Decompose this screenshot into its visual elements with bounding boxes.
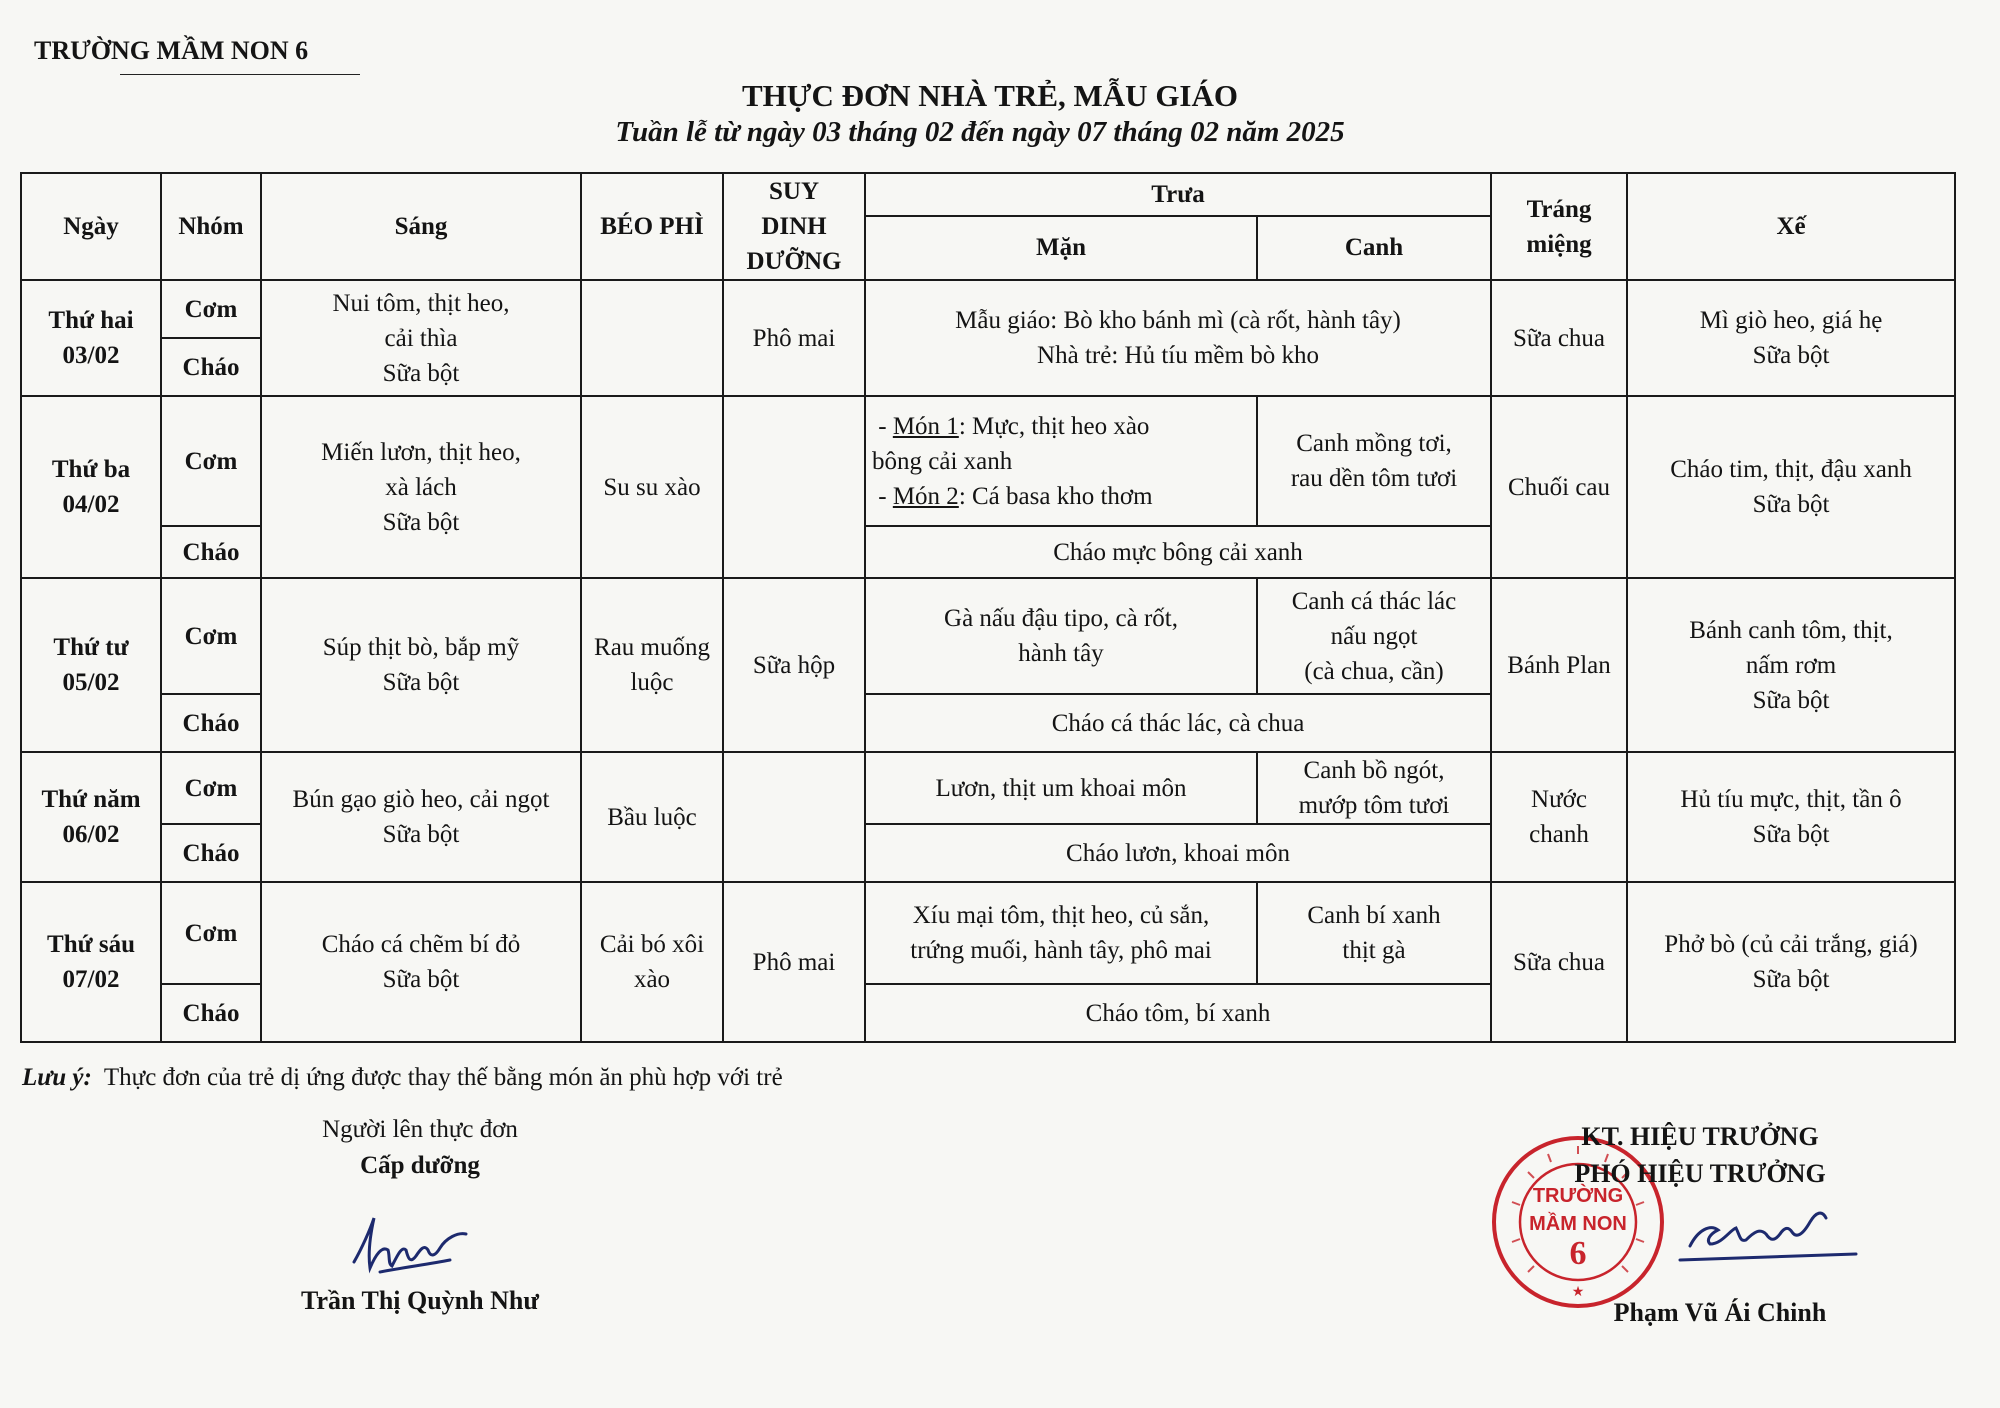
stamp-number: 6: [1569, 1235, 1587, 1272]
col-header-nhom: Nhóm: [161, 173, 261, 280]
chao-cell: Cháo lươn, khoai môn: [865, 824, 1491, 882]
sang-cell: Nui tôm, thịt heo, cải thìa Sữa bột: [261, 280, 581, 396]
group-com: Cơm: [161, 396, 261, 526]
trang-mieng-cell: Bánh Plan: [1491, 578, 1627, 752]
suy-dd-cell: [723, 752, 865, 882]
beo-phi-cell: Rau muống luộc: [581, 578, 723, 752]
man-cell: Gà nấu đậu tipo, cà rốt, hành tây: [865, 578, 1257, 694]
suy-dd-cell: [723, 396, 865, 578]
principal-line1: KT. HIỆU TRƯỞNG: [1581, 1122, 1819, 1151]
sang-cell: Cháo cá chẽm bí đỏ Sữa bột: [261, 882, 581, 1042]
col-header-ngay: Ngày: [21, 173, 161, 280]
sang-cell: Súp thịt bò, bắp mỹ Sữa bột: [261, 578, 581, 752]
trua-cell: Mẫu giáo: Bò kho bánh mì (cà rốt, hành tây) Nhà trẻ: Hủ tíu mềm bò kho: [865, 280, 1491, 396]
sang-cell: Bún gạo giò heo, cải ngọt Sữa bột: [261, 752, 581, 882]
col-header-beo-phi: BÉO PHÌ: [581, 173, 723, 280]
col-header-sang: Sáng: [261, 173, 581, 280]
xe-cell: Hủ tíu mực, thịt, tần ô Sữa bột: [1627, 752, 1955, 882]
group-com: Cơm: [161, 578, 261, 694]
xe-cell: Mì giò heo, giá hẹ Sữa bột: [1627, 280, 1955, 396]
group-chao: Cháo: [161, 694, 261, 752]
day-cell: Thứ năm 06/02: [21, 752, 161, 882]
trang-mieng-cell: Sữa chua: [1491, 882, 1627, 1042]
col-header-trang-mieng: Tráng miệng: [1491, 173, 1627, 280]
group-chao: Cháo: [161, 824, 261, 882]
table-row: [21, 280, 1955, 338]
mon2-label: Món 2: [892, 482, 959, 510]
man-cell: - Món 1: Mực, thịt heo xào bông cải xanh - Món 2: Cá basa kho thơm: [865, 396, 1257, 526]
suy-dd-cell: Sữa hộp: [723, 578, 865, 752]
day-cell: Thứ tư 05/02: [21, 578, 161, 752]
beo-phi-cell: [581, 280, 723, 396]
col-header-man: Mặn: [865, 216, 1257, 280]
school-name-underline: [120, 74, 360, 75]
stamp-text-2: MẦM NON: [1529, 1213, 1627, 1235]
xe-cell: Cháo tim, thịt, đậu xanh Sữa bột: [1627, 396, 1955, 578]
preparer-role: Cấp dưỡng: [360, 1152, 480, 1179]
canh-cell: Canh bí xanh thịt gà: [1257, 882, 1491, 984]
chao-cell: Cháo mực bông cải xanh: [865, 526, 1491, 578]
beo-phi-cell: Cải bó xôi xào: [581, 882, 723, 1042]
note-label: Lưu ý:: [22, 1064, 92, 1091]
stamp-star-icon: ★: [1571, 1284, 1585, 1300]
man-cell: Xíu mại tôm, thịt heo, củ sắn, trứng muối, hành tây, phô mai: [865, 882, 1257, 984]
canh-cell: Canh mồng tơi, rau dền tôm tươi: [1257, 396, 1491, 526]
day-cell: Thứ sáu 07/02: [21, 882, 161, 1042]
man-cell: Lươn, thịt um khoai môn: [865, 752, 1257, 824]
school-name: TRƯỜNG MẦM NON 6: [34, 36, 309, 65]
preparer-signature: [340, 1210, 490, 1280]
note: [22, 1064, 783, 1092]
chao-cell: Cháo tôm, bí xanh: [865, 984, 1491, 1042]
preparer-caption: Người lên thực đơn: [322, 1116, 518, 1143]
day-cell: Thứ ba 04/02: [21, 396, 161, 578]
table-row: [21, 578, 1955, 694]
principal-name: Phạm Vũ Ái Chinh: [1613, 1298, 1827, 1327]
note-text: Thực đơn của trẻ dị ứng được thay thế bằng món ăn phù hợp với trẻ: [103, 1064, 783, 1091]
group-chao: Cháo: [161, 984, 261, 1042]
canh-cell: Canh bồ ngót, mướp tôm tươi: [1257, 752, 1491, 824]
menu-title: THỰC ĐƠN NHÀ TRẺ, MẪU GIÁO: [741, 78, 1238, 113]
principal-block: [1540, 1118, 1860, 1192]
principal-signature: [1670, 1200, 1860, 1280]
xe-cell: Bánh canh tôm, thịt, nấm rơm Sữa bột: [1627, 578, 1955, 752]
group-chao: Cháo: [161, 338, 261, 396]
xe-cell: Phở bò (củ cải trắng, giá) Sữa bột: [1627, 882, 1955, 1042]
group-chao: Cháo: [161, 526, 261, 578]
day-cell: Thứ hai 03/02: [21, 280, 161, 396]
suy-dd-cell: Phô mai: [723, 280, 865, 396]
sang-cell: Miến lươn, thịt heo, xà lách Sữa bột: [261, 396, 581, 578]
beo-phi-cell: Su su xào: [581, 396, 723, 578]
preparer-name: Trần Thị Quỳnh Như: [301, 1286, 539, 1315]
beo-phi-cell: Bầu luộc: [581, 752, 723, 882]
chao-cell: Cháo cá thác lác, cà chua: [865, 694, 1491, 752]
col-header-trua: Trưa: [865, 173, 1491, 216]
group-com: Cơm: [161, 882, 261, 984]
col-header-suy-dinh-duong: SUY DINH DƯỠNG: [723, 173, 865, 280]
table-row: [21, 752, 1955, 824]
trang-mieng-cell: Chuối cau: [1491, 396, 1627, 578]
table-row: [21, 882, 1955, 984]
trang-mieng-cell: Nước chanh: [1491, 752, 1627, 882]
col-header-xe: Xế: [1627, 173, 1955, 280]
preparer-block: [260, 1112, 580, 1184]
group-com: Cơm: [161, 280, 261, 338]
suy-dd-cell: Phô mai: [723, 882, 865, 1042]
stamp-text-1: TRƯỜNG: [1532, 1185, 1624, 1207]
menu-table: [20, 172, 1956, 1043]
canh-cell: Canh cá thác lác nấu ngọt (cà chua, cần): [1257, 578, 1491, 694]
group-com: Cơm: [161, 752, 261, 824]
menu-subtitle: Tuần lễ từ ngày 03 tháng 02 đến ngày 07 tháng 02 năm 2025: [615, 116, 1345, 148]
principal-line2: PHÓ HIỆU TRƯỞNG: [1574, 1159, 1826, 1188]
table-row: [21, 396, 1955, 526]
col-header-canh: Canh: [1257, 216, 1491, 280]
trang-mieng-cell: Sữa chua: [1491, 280, 1627, 396]
mon1-label: Món 1: [892, 412, 959, 440]
